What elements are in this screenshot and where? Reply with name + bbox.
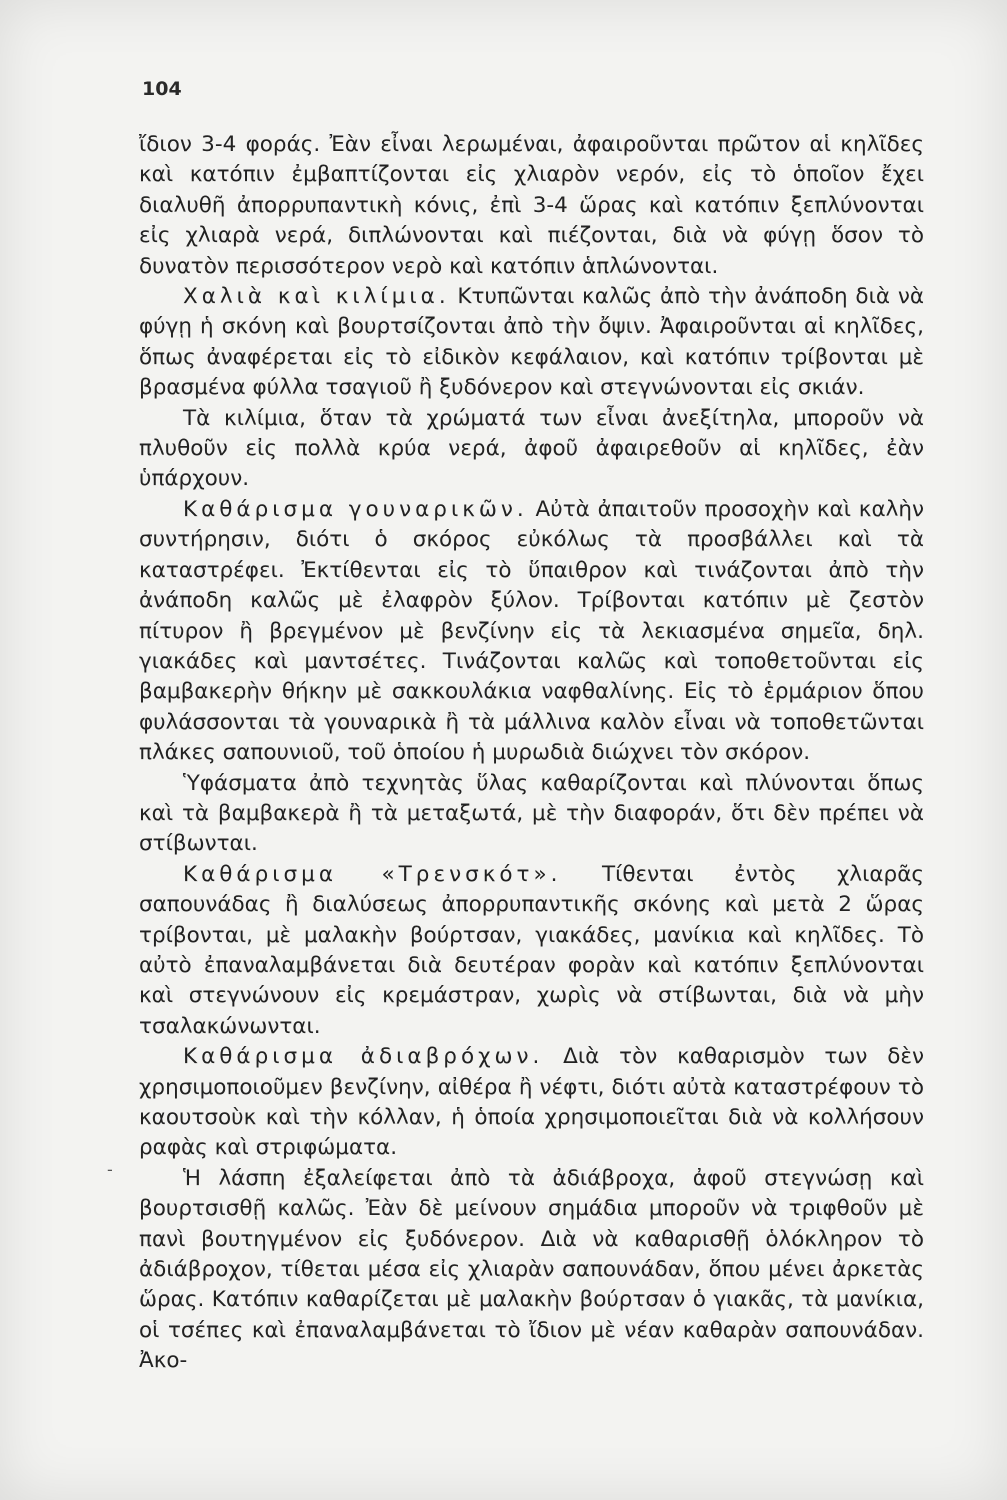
body-text: [139, 130, 924, 1377]
margin-dash-mark: -: [107, 1160, 113, 1179]
paragraph-text: Κτυπῶνται καλῶς ἀπὸ τὴν ἀνάποδη διὰ νὰ φύγῃ ἡ σκόνη καὶ βουρτσίζονται ἀπὸ τὴν ὄψιν. Ἀφαιροῦνται αἱ κηλῖδες, ὅπως ἀναφέρεται εἰς τὸ εἰδικὸν κεφάλαιον, καὶ κατόπιν τρίβονται μὲ βρασμένα φύλλα τσαγιοῦ ἢ ξυδόνερον καὶ στεγνώνονται εἰς σκιάν.: [139, 284, 924, 401]
paragraph-text: Διὰ τὸν καθαρισμὸν των δὲν χρησιμοποιοῦμεν βενζίνην, αἰθέρα ἢ νέφτι, διότι αὐτὰ καταστρέφουν τὸ καουτσοὺκ καὶ τὴν κόλλαν, ἡ ὁποία χρησιμοποιεῖται διὰ νὰ κολλήσουν ραφὰς καὶ στριφώματα.: [139, 1044, 924, 1161]
paragraph-raincoats: [139, 1042, 924, 1164]
paragraph-text: Αὐτὰ ἀπαιτοῦν προσοχὴν καὶ καλὴν συντήρησιν, διότι ὁ σκόρος εὐκόλως τὰ προσβάλλει καὶ τὰ καταστρέφει. Ἐκτίθενται εἰς τὸ ὕπαιθρον καὶ τινάζονται ἀπὸ τὴν ἀνάποδη καλῶς μὲ ἐλαφρὸν ξύλον. Τρίβονται κατόπιν μὲ ζεστὸν πίτυρον ἢ βρεγμένον μὲ βενζίνην εἰς τὰ λεκιασμένα σημεῖα, δηλ. γιακάδες καὶ μαντσέτες. Τινάζονται καλῶς καὶ τοποθετοῦνται εἰς βαμβακερὴν θήκην μὲ σακκουλάκια ναφθαλίνης. Εἰς τὸ ἑρμάριον ὅπου φυλάσσονται τὰ γουναρικὰ ἢ τὰ μάλλινα καλὸν εἶναι νὰ τοποθετῶνται πλάκες σαπουνιοῦ, τοῦ ὁποίου ἡ μυρωδιὰ διώχνει τὸν σκόρον.: [139, 496, 925, 766]
section-heading: Χαλιὰ καὶ κιλίμια.: [183, 284, 450, 310]
section-heading: Καθάρισμα ἀδιαβρόχων.: [183, 1044, 544, 1070]
section-heading: Καθάρισμα γουναρικῶν.: [183, 496, 528, 522]
section-heading: Καθάρισμα «Τρενσκότ».: [183, 861, 562, 887]
paragraph-text: Τίθενται ἐντὸς χλιαρᾶς σαπουνάδας ἢ διαλύσεως ἀπορρυπαντικῆς σκόνης καὶ μετὰ 2 ὥρας τρίβονται, μὲ μαλακὴν βούρτσαν, γιακάδες, μανίκια καὶ κηλῖδες. Τὸ αὐτὸ ἐπαναλαμβάνεται διὰ δευτέραν φορὰν καὶ κατόπιν ξεπλύνονται καὶ στεγνώνουν εἰς κρεμάστραν, χωρὶς νὰ στίβωνται, διὰ νὰ μὴν τσαλακώνωνται.: [139, 861, 924, 1039]
page-number: 104: [142, 78, 182, 100]
paragraph-text: Τὰ κιλίμια, ὅταν τὰ χρώματά των εἶναι ἀνεξίτηλα, μποροῦν νὰ πλυθοῦν εἰς πολλὰ κρύα νερά, ἀφοῦ ἀφαιρεθοῦν αἱ κηλῖδες, ἐὰν ὑπάρχουν.: [139, 405, 924, 492]
paragraph-text: Ὑφάσματα ἀπὸ τεχνητὰς ὕλας καθαρίζονται καὶ πλύνονται ὅπως καὶ τὰ βαμβακερὰ ἢ τὰ μεταξωτά, μὲ τὴν διαφοράν, ὅτι δὲν πρέπει νὰ στίβωνται.: [139, 770, 924, 857]
paragraph-synthetics: [139, 769, 924, 860]
paragraph-mud: [139, 1164, 924, 1377]
paragraph-text: ἴδιον 3-4 φοράς. Ἐὰν εἶναι λερωμέναι, ἀφαιροῦνται πρῶτον αἱ κηλῖδες καὶ κατόπιν ἐμβαπτίζονται εἰς χλιαρὸν νερόν, εἰς τὸ ὁποῖον ἔχει διαλυθῆ ἀπορρυπαντικὴ κόνις, ἐπὶ 3-4 ὥρας καὶ κατόπιν ξεπλύνονται εἰς χλιαρὰ νερά, διπλώνονται καὶ πιέζονται, διὰ νὰ φύγῃ ὅσον τὸ δυνατὸν περισσότερον νερὸ καὶ κατόπιν ἁπλώνονται.: [139, 132, 924, 279]
paragraph-trenchcoat: [139, 860, 924, 1042]
paragraph-kilims: [139, 404, 924, 495]
paragraph-continuation: [139, 130, 924, 282]
paragraph-text: Ἡ λάσπη ἐξαλείφεται ἀπὸ τὰ ἀδιάβροχα, ἀφοῦ στεγνώσῃ καὶ βουρτσισθῇ καλῶς. Ἐὰν δὲ μείνουν σημάδια μποροῦν νὰ τριφθοῦν μὲ πανὶ βουτηγμένον εἰς ξυδόνερον. Διὰ νὰ καθαρισθῇ ὁλόκληρον τὸ ἀδιάβροχον, τίθεται μέσα εἰς χλιαρὰν σαπουνάδαν, ὅπου μένει ἀρκετὰς ὥρας. Κατόπιν καθαρίζεται μὲ μαλακὴν βούρτσαν ὁ γιακᾶς, τὰ μανίκια, οἱ τσέπες καὶ ἐπαναλαμβάνεται τὸ ἴδιον μὲ νέαν καθαρὰν σαπουνάδαν. Ἀκο-: [139, 1165, 924, 1374]
paragraph-furs: [139, 495, 924, 769]
paragraph-carpets: [139, 282, 924, 404]
